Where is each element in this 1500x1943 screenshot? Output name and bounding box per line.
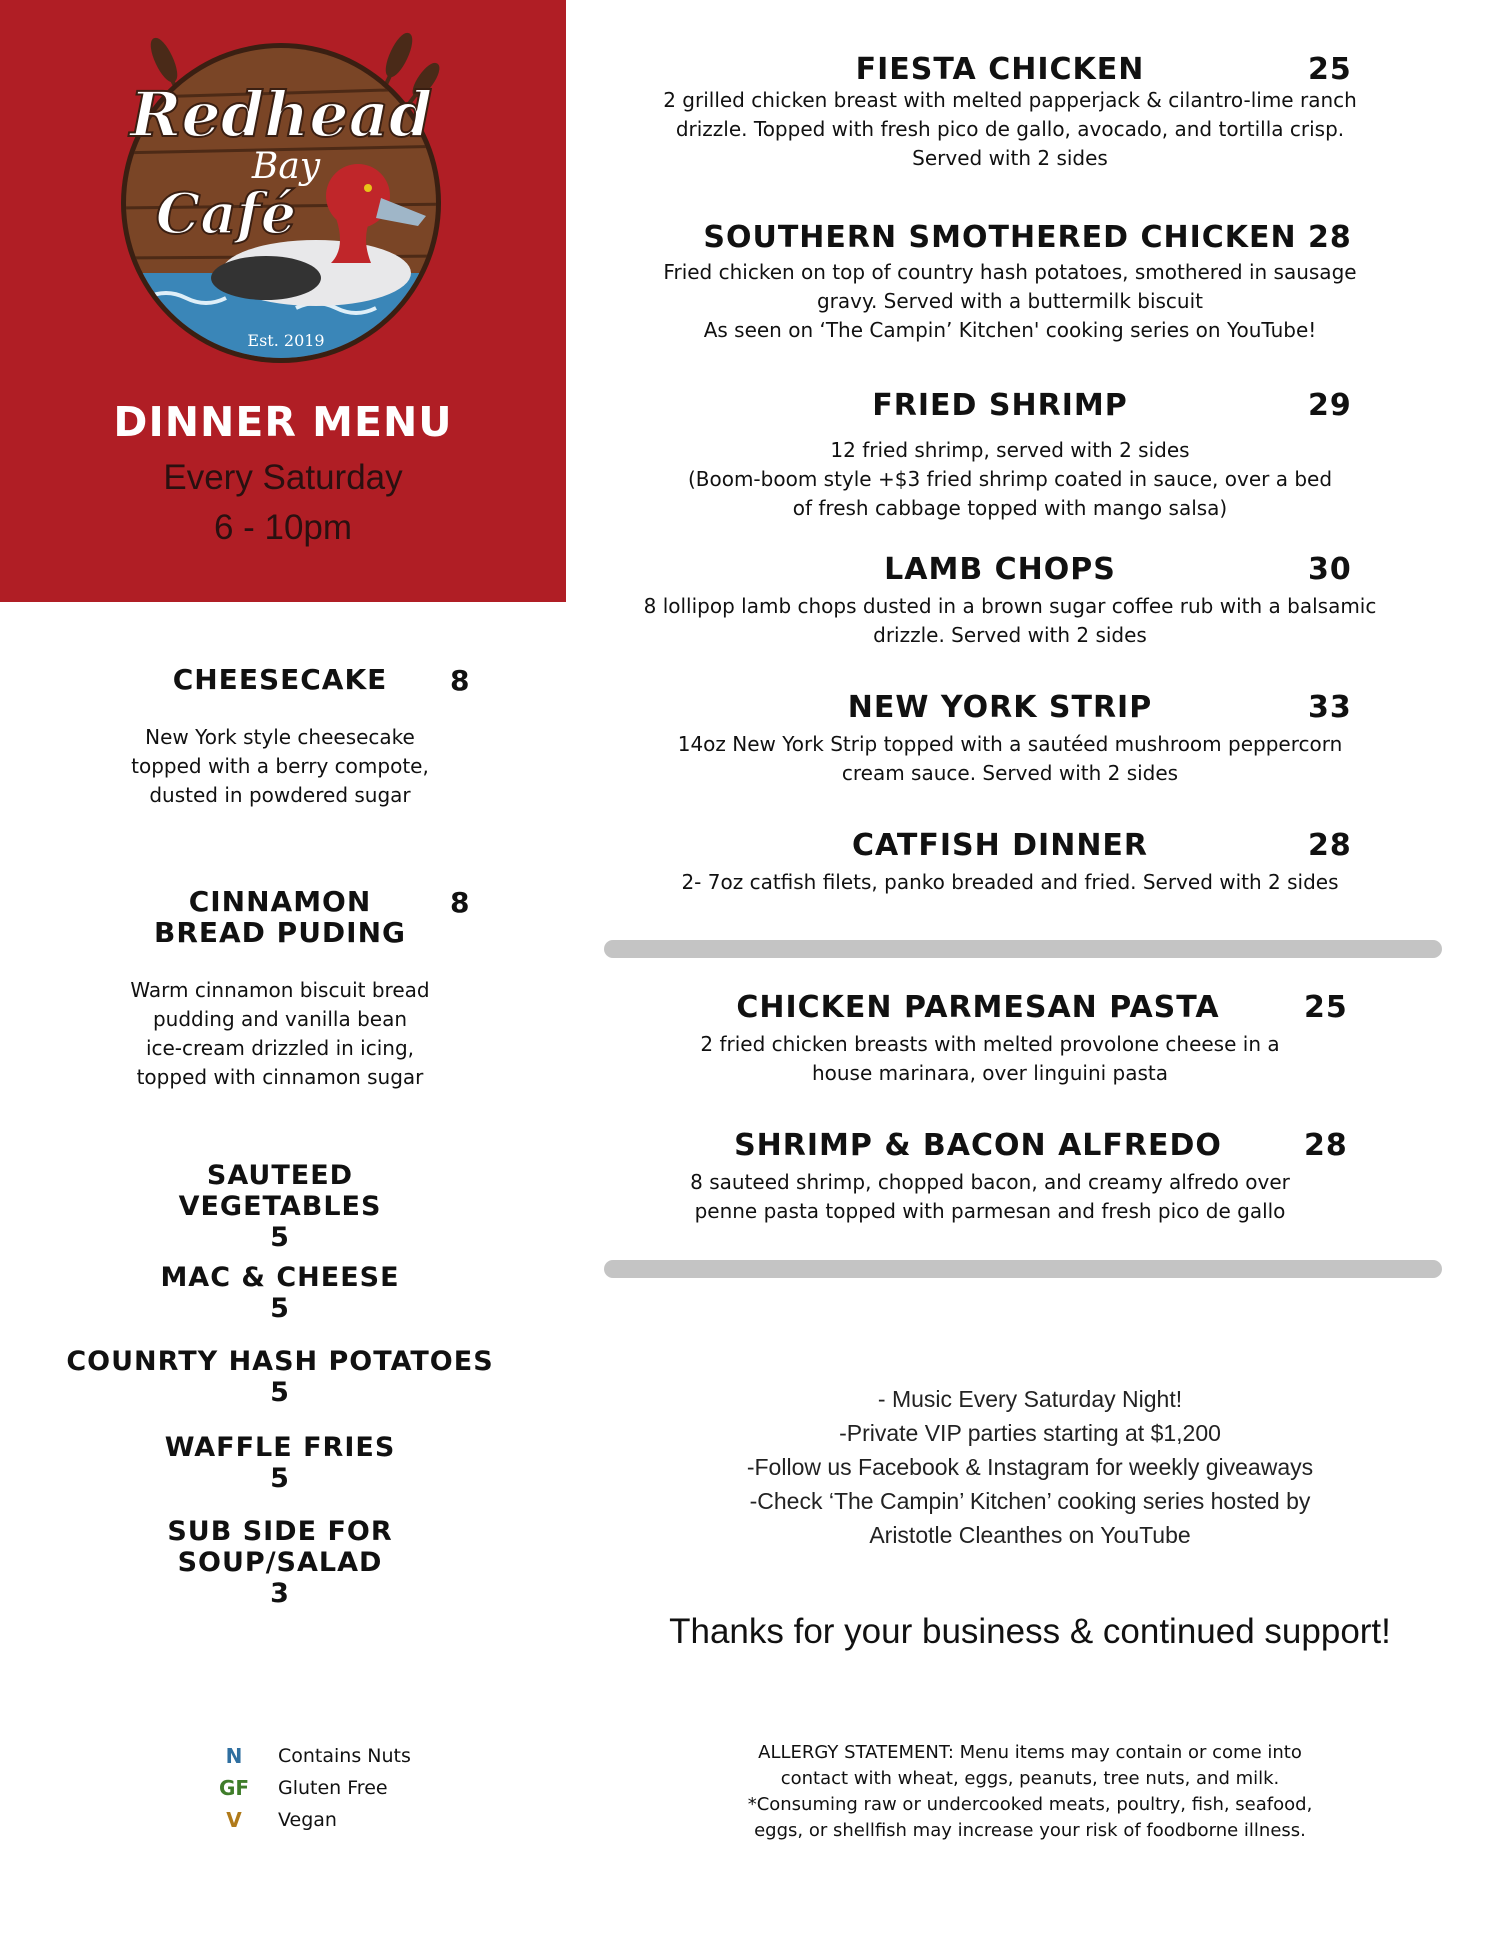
pasta-name: CHICKEN PARMESAN PASTA: [736, 990, 1220, 1025]
menu-title: DINNER MENU: [113, 398, 453, 446]
side-item: [60, 1346, 500, 1408]
side-price: 5: [270, 1222, 290, 1253]
description-line: Warm cinnamon biscuit bread: [130, 978, 430, 1002]
dessert-name: [80, 664, 480, 695]
allergy-line: eggs, or shellfish may increase your risk of foodborne illness.: [754, 1820, 1306, 1841]
description-line: house marinara, over linguini pasta: [811, 1061, 1169, 1085]
description-line: New York style cheesecake: [145, 725, 415, 749]
legend-row: [210, 1772, 411, 1804]
description-line: topped with cinnamon sugar: [136, 1065, 424, 1089]
entree-description: [640, 868, 1380, 897]
side-item: [60, 1432, 500, 1494]
section-divider: [604, 1260, 1442, 1278]
description-line: 2 grilled chicken breast with melted papperjack & cilantro-lime ranch: [663, 88, 1357, 112]
description-line: gravy. Served with a buttermilk biscuit: [816, 289, 1204, 313]
dessert-name-line: CHEESECAKE: [172, 663, 388, 696]
legend-label: Vegan: [278, 1809, 337, 1831]
description-line: 2 fried chicken breasts with melted provolone cheese in a: [700, 1032, 1280, 1056]
description-line: As seen on ‘The Campin’ Kitchen' cooking series on YouTube!: [703, 318, 1317, 342]
redhead-bay-cafe-logo: [96, 28, 466, 376]
legend-row: [210, 1804, 411, 1836]
description-line: drizzle. Served with 2 sides: [873, 623, 1147, 647]
section-divider: [604, 940, 1442, 958]
entree-price: 25: [1308, 52, 1352, 87]
description-line: (Boom-boom style +$3 fried shrimp coated in sauce, over a bed: [687, 467, 1333, 491]
allergy-line: *Consuming raw or undercooked meats, poultry, fish, seafood,: [747, 1794, 1313, 1815]
entree-price: 29: [1308, 388, 1352, 423]
dessert-name: [80, 886, 480, 948]
allergy-line: contact with wheat, eggs, peanuts, tree nuts, and milk.: [780, 1768, 1280, 1789]
side-name-line: MAC & CHEESE: [160, 1262, 400, 1293]
pasta-description: [640, 1168, 1340, 1226]
notes-block: [630, 1382, 1430, 1552]
logo-line3: Café: [155, 181, 297, 247]
side-name-line: SAUTEED: [206, 1160, 354, 1191]
side-price: 5: [270, 1293, 290, 1324]
side-name-line: SUB SIDE FOR: [167, 1516, 393, 1547]
dessert-name-line: BREAD PUDING: [153, 916, 407, 949]
dessert-description: [80, 976, 480, 1092]
description-line: 14oz New York Strip topped with a sautéed mushroom peppercorn: [677, 732, 1343, 756]
side-item: [60, 1160, 500, 1253]
note-line: Aristotle Cleanthes on YouTube: [869, 1522, 1191, 1548]
description-line: drizzle. Topped with fresh pico de gallo, avocado, and tortilla crisp.: [675, 117, 1345, 141]
description-line: 12 fried shrimp, served with 2 sides: [830, 438, 1190, 462]
entree-name: CATFISH DINNER: [851, 828, 1149, 863]
side-price: 3: [270, 1578, 290, 1609]
entree-name: LAMB CHOPS: [884, 552, 1116, 587]
legend-label: Contains Nuts: [278, 1745, 411, 1767]
legend-key: GF: [218, 1776, 250, 1800]
note-line: -Check ‘The Campin’ Kitchen’ cooking series hosted by: [749, 1488, 1311, 1514]
description-line: Served with 2 sides: [912, 146, 1108, 170]
side-price: 5: [270, 1463, 290, 1494]
side-item: [60, 1516, 500, 1609]
dessert-description: [80, 723, 480, 810]
description-line: of fresh cabbage topped with mango salsa): [792, 496, 1228, 520]
dessert-price: 8: [450, 664, 471, 697]
entree-price: 33: [1308, 690, 1352, 725]
entree-description: [640, 730, 1380, 788]
dessert-name-line: CINNAMON: [188, 885, 372, 918]
description-line: 2- 7oz catfish filets, panko breaded and fried. Served with 2 sides: [681, 870, 1339, 894]
description-line: cream sauce. Served with 2 sides: [841, 761, 1179, 785]
description-line: pudding and vanilla bean: [152, 1007, 407, 1031]
side-name-line: WAFFLE FRIES: [164, 1432, 396, 1463]
logo-line2: Bay: [251, 146, 321, 187]
entree-name: FRIED SHRIMP: [872, 388, 1128, 423]
thanks-message: Thanks for your business & continued support!: [669, 1612, 1391, 1651]
legend-key: V: [226, 1808, 242, 1832]
entree-name: SOUTHERN SMOTHERED CHICKEN: [703, 220, 1297, 255]
logo-line1: Redhead: [129, 78, 433, 151]
entree-description: [640, 258, 1380, 345]
menu-hours: 6 - 10pm: [213, 508, 353, 547]
side-price: 5: [270, 1377, 290, 1408]
side-name-line: SOUP/SALAD: [177, 1547, 383, 1578]
header-panel: [0, 0, 566, 602]
description-line: ice-cream drizzled in icing,: [145, 1036, 415, 1060]
entree-price: 30: [1308, 552, 1352, 587]
legend-key: N: [225, 1744, 243, 1768]
allergy-statement: [720, 1740, 1340, 1844]
description-line: topped with a berry compote,: [131, 754, 429, 778]
description-line: 8 lollipop lamb chops dusted in a brown sugar coffee rub with a balsamic: [643, 594, 1377, 618]
note-line: -Follow us Facebook & Instagram for weekly giveaways: [746, 1454, 1314, 1480]
diet-legend: [210, 1740, 411, 1836]
side-name-line: COUNRTY HASH POTATOES: [66, 1346, 494, 1377]
menu-days: Every Saturday: [163, 458, 403, 497]
description-line: penne pasta topped with parmesan and fresh pico de gallo: [694, 1199, 1286, 1223]
note-line: -Private VIP parties starting at $1,200: [839, 1420, 1221, 1446]
description-line: Fried chicken on top of country hash potatoes, smothered in sausage: [663, 260, 1357, 284]
description-line: dusted in powdered sugar: [149, 783, 411, 807]
description-line: 8 sauteed shrimp, chopped bacon, and creamy alfredo over: [690, 1170, 1290, 1194]
allergy-line: ALLERGY STATEMENT: Menu items may contain or come into: [758, 1742, 1302, 1763]
pasta-price: 28: [1304, 1128, 1348, 1163]
entree-name: FIESTA CHICKEN: [855, 52, 1145, 87]
note-line: - Music Every Saturday Night!: [877, 1386, 1183, 1412]
entree-description: [640, 592, 1380, 650]
entree-description: [640, 86, 1380, 173]
entree-description: [640, 436, 1380, 523]
legend-row: [210, 1740, 411, 1772]
pasta-name: SHRIMP & BACON ALFREDO: [734, 1128, 1222, 1163]
legend-label: Gluten Free: [278, 1777, 388, 1799]
entree-price: 28: [1308, 220, 1352, 255]
pasta-price: 25: [1304, 990, 1348, 1025]
side-item: [60, 1262, 500, 1324]
pasta-description: [640, 1030, 1340, 1088]
side-name-line: VEGETABLES: [178, 1191, 382, 1222]
entree-name: NEW YORK STRIP: [847, 690, 1153, 725]
dessert-price: 8: [450, 886, 471, 919]
entree-price: 28: [1308, 828, 1352, 863]
logo-est: Est. 2019: [247, 331, 325, 350]
